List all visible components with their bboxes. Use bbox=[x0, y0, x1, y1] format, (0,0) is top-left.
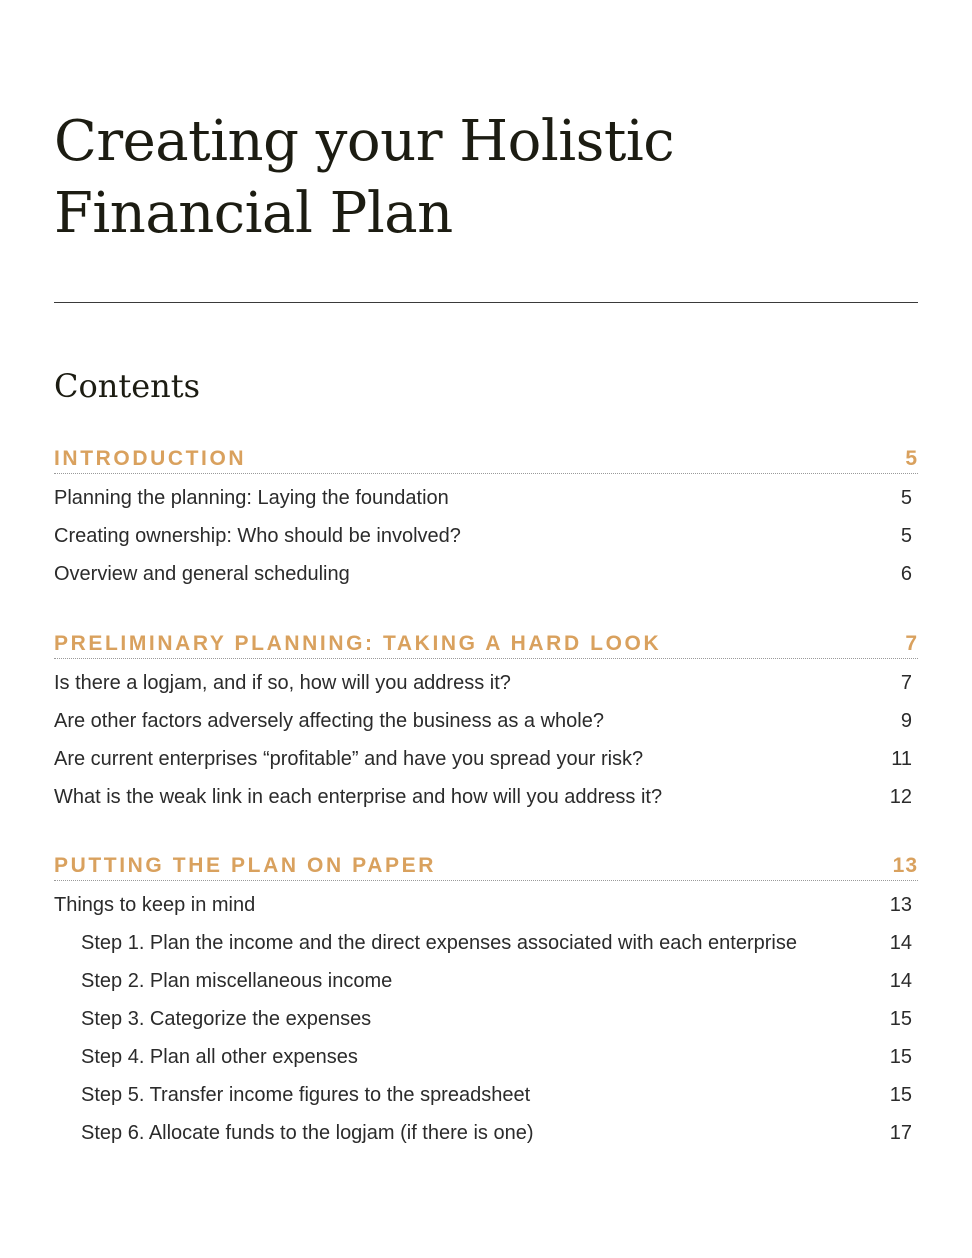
toc-entry-page: 11 bbox=[891, 747, 912, 770]
toc-entry-page: 5 bbox=[900, 524, 912, 547]
section-page-number: 5 bbox=[905, 447, 918, 470]
toc-section-heading[interactable] bbox=[54, 847, 918, 881]
toc-entry[interactable] bbox=[54, 702, 918, 740]
section-heading-label: PUTTING THE PLAN ON PAPER bbox=[54, 854, 436, 877]
toc-entry-page: 13 bbox=[889, 893, 912, 916]
toc-section-heading[interactable] bbox=[54, 625, 918, 659]
title-divider bbox=[54, 302, 918, 303]
toc-entry-page: 15 bbox=[889, 1083, 912, 1106]
section-heading-label: PRELIMINARY PLANNING: TAKING A HARD LOOK bbox=[54, 632, 662, 655]
toc-entry[interactable] bbox=[54, 517, 918, 555]
toc-entry[interactable] bbox=[54, 778, 918, 816]
toc-section-introduction bbox=[54, 440, 918, 593]
toc-entry-page: 9 bbox=[900, 709, 912, 732]
toc-entry-label: Step 6. Allocate funds to the logjam (if there is one) bbox=[81, 1121, 534, 1144]
toc-section-putting-plan-on-paper bbox=[54, 847, 918, 1152]
toc-entry[interactable] bbox=[54, 740, 918, 778]
toc-subentry[interactable] bbox=[54, 1076, 918, 1114]
toc-entry-label: Planning the planning: Laying the foundation bbox=[54, 486, 449, 509]
toc-subentry[interactable] bbox=[54, 1114, 918, 1152]
toc-section-heading[interactable] bbox=[54, 440, 918, 474]
toc-entry-label: Is there a logjam, and if so, how will you address it? bbox=[54, 671, 511, 694]
toc-entry-page: 14 bbox=[889, 931, 912, 954]
contents-heading: Contents bbox=[54, 367, 201, 405]
toc-subentry[interactable] bbox=[54, 1000, 918, 1038]
toc-entry-label: Step 1. Plan the income and the direct expenses associated with each enterprise bbox=[81, 931, 797, 954]
toc-entry-label: Step 5. Transfer income figures to the spreadsheet bbox=[81, 1083, 531, 1106]
toc-entry[interactable] bbox=[54, 479, 918, 517]
toc-entry-label: Are other factors adversely affecting the business as a whole? bbox=[54, 709, 604, 732]
toc-entry-page: 15 bbox=[889, 1045, 912, 1068]
toc-entry[interactable] bbox=[54, 886, 918, 924]
toc-entry[interactable] bbox=[54, 555, 918, 593]
toc-entry-label: Overview and general scheduling bbox=[54, 562, 350, 585]
toc-entry-label: Things to keep in mind bbox=[54, 893, 256, 916]
title-line-1: Creating your Holistic bbox=[54, 109, 675, 174]
toc-subentry[interactable] bbox=[54, 1038, 918, 1076]
toc-entry-label: Are current enterprises “profitable” and have you spread your risk? bbox=[54, 747, 644, 770]
toc-entry-page: 5 bbox=[900, 486, 912, 509]
toc-entry[interactable] bbox=[54, 664, 918, 702]
toc-entry-label: Creating ownership: Who should be involved? bbox=[54, 524, 461, 547]
section-page-number: 13 bbox=[892, 854, 918, 877]
toc-entry-page: 17 bbox=[889, 1121, 912, 1144]
toc-entry-page: 15 bbox=[889, 1007, 912, 1030]
document-title bbox=[54, 106, 914, 250]
toc-entry-page: 12 bbox=[889, 785, 912, 808]
toc-entry-label: What is the weak link in each enterprise and how will you address it? bbox=[54, 785, 663, 808]
section-heading-label: INTRODUCTION bbox=[54, 447, 247, 470]
toc-section-preliminary-planning bbox=[54, 625, 918, 816]
toc-entry-page: 6 bbox=[900, 562, 912, 585]
toc-entry-page: 14 bbox=[889, 969, 912, 992]
toc-subentry[interactable] bbox=[54, 962, 918, 1000]
toc-entry-page: 7 bbox=[900, 671, 912, 694]
toc-entry-label: Step 4. Plan all other expenses bbox=[81, 1045, 358, 1068]
title-line-2: Financial Plan bbox=[54, 181, 453, 246]
toc-entry-label: Step 3. Categorize the expenses bbox=[81, 1007, 372, 1030]
toc-subentry[interactable] bbox=[54, 924, 918, 962]
section-page-number: 7 bbox=[905, 632, 918, 655]
toc-entry-label: Step 2. Plan miscellaneous income bbox=[81, 969, 393, 992]
